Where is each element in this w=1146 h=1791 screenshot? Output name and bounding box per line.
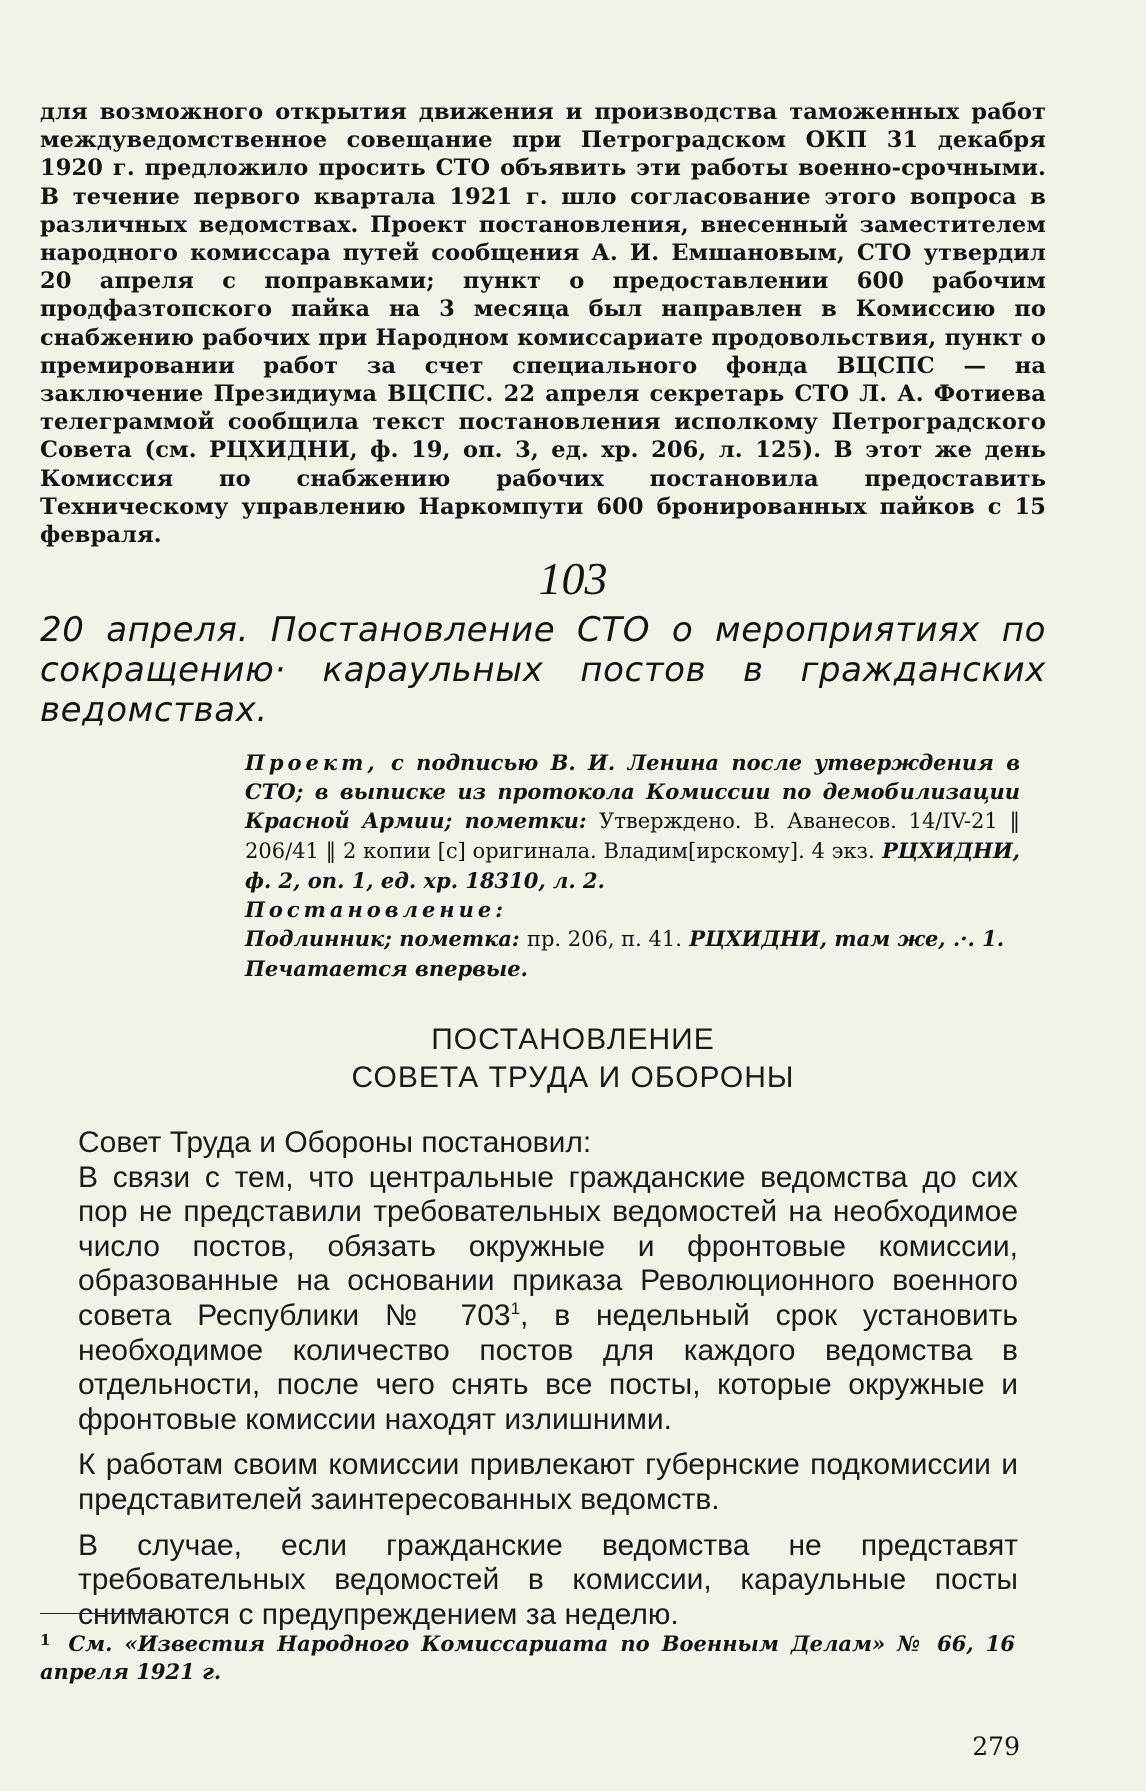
body-paragraph-3: К работам своим комиссии привлекают губернские подкомиссии и представителей заинтересованных ведомств.: [78, 1448, 1018, 1516]
resolution-label: Постановление:: [245, 897, 507, 922]
body-paragraph-2-part-1: В связи с тем, что центральные гражданские ведомства до сих пор не представили требовательных ведомостей на необходимое число постов, обязать окружные и фронтовые комиссии, образованные на основании приказа Революционного военного совета Республики № 703: [78, 1160, 1018, 1332]
page-number: 279: [972, 1732, 1020, 1761]
archive-first-published: Печатается впервые.: [245, 956, 528, 981]
body-paragraph-1: Совет Труда и Обороны постановил:: [78, 1126, 592, 1159]
draft-reference: РЦХИДНИ, ф. 2, оп. 1, ед. хр. 18310, л. 2.: [245, 838, 1020, 893]
archive-note: [245, 748, 1020, 983]
heading-line-1: ПОСТАНОВЛЕНИЕ: [431, 1023, 715, 1056]
footnote-mark: 1: [40, 1631, 51, 1649]
footnote-reference[interactable]: 1: [510, 1298, 521, 1318]
resolution-original: Подлинник; пометка:: [245, 926, 520, 951]
footnote-divider: [40, 1613, 158, 1614]
document-title: [40, 610, 1046, 730]
resolution-mark: пр. 206, п. 41.: [526, 927, 682, 951]
footnote-text: См. «Известия Народного Комиссариата по Военным Делам» № 66, 16 апреля 1921 г.: [40, 1631, 1015, 1684]
archive-resolution: [245, 924, 1020, 954]
body-paragraph-4: В случае, если гражданские ведомства не представят требовательных ведомостей в комиссии, караульные посты снимаются с предупреждением за неделю.: [78, 1528, 1018, 1631]
archive-draft: [245, 748, 1020, 895]
intro-paragraph: для возможного открытия движения и производства таможенных работ междуведомственное совещание при Петроградском ОКП 31 декабря 1920 г. предложило просить СТО объявить эти работы военно-срочными. В течение первого квартала 1921 г. шло согласование этого вопроса в различных ведомствах. Проект постановления, внесенный заместителем народного комиссара путей сообщения А. И. Емшановым, СТО утвердил 20 апреля с поправками; пункт о предоставлении 600 рабочим продфазтопского пайка на 3 месяца был направлен в Комиссию по снабжению рабочих при Народном комиссариате продовольствия, пункт о премировании работ за счет специального фонда ВЦСПС — на заключение Президиума ВЦСПС. 22 апреля секретарь СТО Л. А. Фотиева телеграммой сообщила текст постановления исполкому Петроградского Совета (см. РЦХИДНИ, ф. 19, оп. 3, ед. хр. 206, л. 125). В этот же день Комиссия по снабжению рабочих постановила предоставить Техническому управлению Наркомпути 600 бронированных пайков с 15 февраля.: [40, 99, 1046, 549]
heading-line-2: СОВЕТА ТРУДА И ОБОРОНЫ: [351, 1061, 795, 1094]
resolution-reference: РЦХИДНИ, там же, .·. 1.: [689, 926, 1005, 951]
resolution-body: [78, 1126, 1018, 1643]
intro-commentary: [40, 98, 1046, 549]
body-paragraph-2: [78, 1161, 1018, 1438]
footnote: [40, 1630, 1015, 1686]
draft-marks: Утверждено. В. Аванесов. 14/IV-21 ‖ 206/41 ‖ 2 копии [с] оригинала. Владим[ирскому]. 4 экз.: [245, 809, 1021, 863]
draft-label: Проект,: [245, 750, 379, 775]
document-title-text: 20 апреля. Постановление СТО о мероприятиях по сокращению· караульных постов в гражданских ведомствах.: [40, 610, 1046, 730]
draft-description: с подписью В. И. Ленина после утверждения в СТО; в выписке из протокола Комиссии по демобилизации Красной Армии; пометки:: [245, 750, 1020, 833]
body-paragraph-2-part-2: , в недельный срок установить необходимое количество постов для каждого ведомства в отдельности, после чего снять все посты, которые окружные и фронтовые комиссии находят излишними.: [78, 1298, 1018, 1436]
document-number: 103: [538, 553, 608, 604]
resolution-heading: [0, 1021, 1146, 1097]
archive-resolution-label: [245, 895, 1020, 924]
